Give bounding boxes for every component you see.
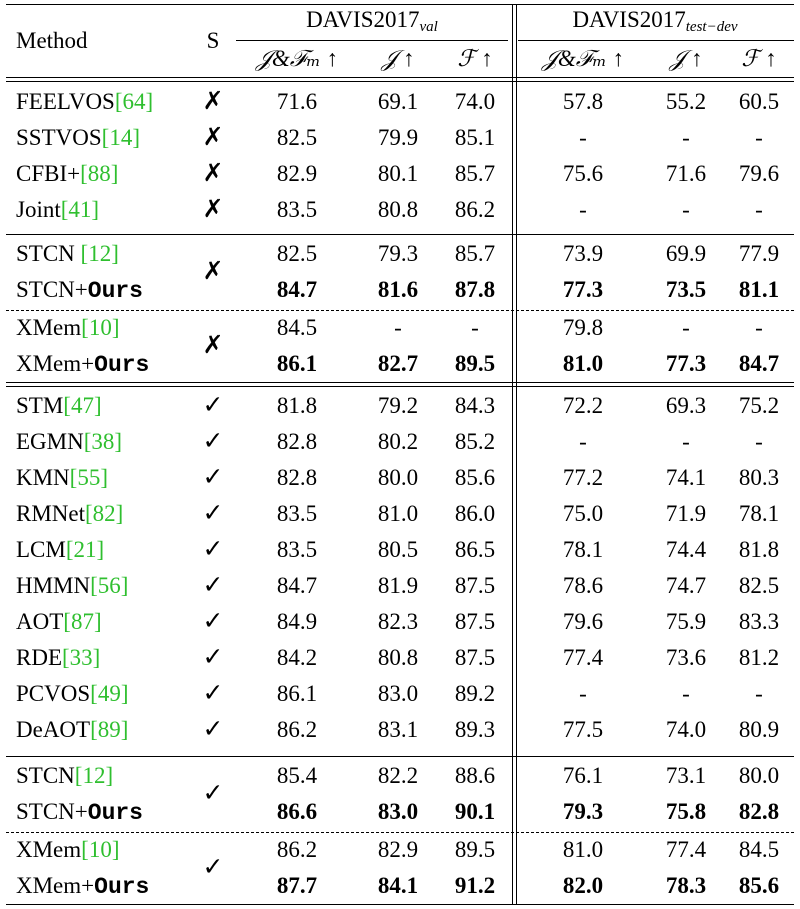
header-mid-rule-2 [518,40,794,41]
val-value-cell: 89.2 [454,681,496,706]
test-value-cell: 77.4 [562,645,604,670]
test-value-cell: 77.2 [562,465,604,490]
test-value-cell: 69.9 [665,241,707,266]
val-value-cell: 82.8 [276,429,318,454]
method-name: STCN [16,763,75,788]
test-value-cell: - [755,681,763,706]
citation-link[interactable]: [49] [90,681,129,706]
val-value-cell: 85.4 [276,763,318,788]
val-value-cell: 85.6 [454,465,496,490]
val-value-cell: 84.9 [276,609,318,634]
method-name: XMem [16,315,82,340]
val-value-cell: 87.5 [454,645,496,670]
method-name: DeAOT [16,717,91,742]
test-value-cell: - [755,197,763,222]
test-value-cell: 74.0 [665,717,707,742]
test-value-cell: 73.9 [562,241,604,266]
citation-link[interactable]: [10] [81,837,120,862]
metric-header-test-0: 𝒥&ℱₘ ↑ [541,46,625,71]
group-dash-b [6,832,794,833]
test-value-cell: 85.6 [738,873,780,898]
method-name: CFBI+ [16,161,81,186]
method-name: STM [16,393,64,418]
val-value-cell: 86.0 [454,501,496,526]
val-value-cell: 85.7 [454,161,496,186]
method-cell [16,388,206,424]
val-value-cell: 85.1 [454,125,496,150]
test-value-cell: 84.5 [738,837,780,862]
supervision-mark: ✓ [202,680,224,707]
val-value-cell: 87.8 [454,277,496,302]
val-value-cell: 81.9 [377,573,419,598]
test-value-cell: 73.5 [665,277,707,302]
header-davis-val: $DAVIS2017_{val}$ [306,7,438,35]
test-value-cell: 78.3 [665,873,707,898]
method-cell [16,676,206,712]
val-value-cell: 82.9 [377,837,419,862]
val-value-cell: 81.0 [377,501,419,526]
ours-label: Ours [87,800,143,826]
method-cell [16,832,206,868]
section-rule-1 [6,382,794,383]
supervision-mark-merged: ✓ [202,854,224,881]
double-vline-1 [512,4,513,905]
supervision-mark: ✓ [202,572,224,599]
test-value-cell: 80.3 [738,465,780,490]
group-rule-a [6,234,794,235]
supervision-mark-merged: ✓ [202,780,224,807]
citation-link[interactable]: [87] [63,609,102,634]
method-cell [16,532,206,568]
val-value-cell: 83.5 [276,197,318,222]
test-value-cell: 82.0 [562,873,604,898]
method-name: XMem [16,837,82,862]
method-cell [16,310,206,346]
method-cell [16,604,206,640]
test-value-cell: 81.0 [562,837,604,862]
val-value-cell: 84.7 [276,277,318,302]
test-value-cell: - [755,315,763,340]
val-value-cell: 80.1 [377,161,419,186]
test-value-cell: 82.5 [738,573,780,598]
test-value-cell: 60.5 [738,89,780,114]
val-value-cell: 86.6 [276,799,318,824]
header-s: S [206,28,220,53]
citation-link[interactable]: [64] [114,89,154,114]
test-value-cell: 74.4 [665,537,707,562]
supervision-mark: ✗ [202,196,224,223]
method-name: RDE [16,645,62,670]
val-value-cell: 84.2 [276,645,318,670]
val-value-cell: 83.5 [276,501,318,526]
test-value-cell: - [682,315,690,340]
val-value-cell: 69.1 [377,89,419,114]
supervision-mark: ✓ [202,644,224,671]
method-name: XMem+ [16,351,95,376]
val-value-cell: 87.7 [276,873,318,898]
test-value-cell: - [682,125,690,150]
ours-label: Ours [94,874,150,900]
method-cell [16,192,206,228]
val-value-cell: 82.9 [276,161,318,186]
test-value-cell: - [682,681,690,706]
test-value-cell: 75.2 [738,393,780,418]
val-value-cell: 79.9 [377,125,419,150]
method-cell [16,794,206,830]
test-value-cell: 75.6 [562,161,604,186]
val-value-cell: 85.2 [454,429,496,454]
test-value-cell: 69.3 [665,393,707,418]
method-name: STCN+ [16,799,88,824]
supervision-mark: ✓ [202,500,224,527]
method-name: KMN [16,465,70,490]
citation-link[interactable]: [88] [80,161,119,186]
test-value-cell: 74.7 [665,573,707,598]
val-value-cell: 89.5 [454,351,496,376]
method-cell [16,84,206,120]
test-value-cell: 55.2 [665,89,707,114]
val-value-cell: 80.2 [377,429,419,454]
test-value-cell: 73.1 [665,763,707,788]
val-value-cell: 84.3 [454,393,496,418]
test-value-cell: 83.3 [738,609,780,634]
test-value-cell: 76.1 [562,763,604,788]
test-value-cell: 80.0 [738,763,780,788]
test-value-cell: 79.8 [562,315,604,340]
test-value-cell: - [682,429,690,454]
test-value-cell: 79.3 [562,799,604,824]
method-cell [16,640,206,676]
method-name: XMem+ [16,873,95,898]
test-value-cell: 72.2 [562,393,604,418]
val-value-cell: 86.1 [276,681,318,706]
method-name: STCN [16,241,81,266]
supervision-mark: ✗ [202,160,224,187]
test-value-cell: - [579,681,587,706]
val-value-cell: 74.0 [454,89,496,114]
method-cell [16,568,206,604]
citation-link[interactable]: [82] [85,501,124,526]
test-value-cell: 77.3 [665,351,707,376]
citation-link[interactable]: [33] [62,645,101,670]
bottom-rule [6,904,794,905]
test-value-cell: - [579,125,587,150]
val-value-cell: 86.2 [276,837,318,862]
val-value-cell: 79.2 [377,393,419,418]
method-cell [16,272,206,308]
method-cell [16,758,206,794]
method-cell [16,424,206,460]
supervision-mark: ✗ [202,88,224,115]
method-cell [16,712,206,748]
test-value-cell: 78.1 [738,501,780,526]
metric-header-val-2: ℱ ↑ [457,46,493,71]
test-value-cell: 81.0 [562,351,604,376]
val-value-cell: 86.5 [454,537,496,562]
test-value-cell: - [755,429,763,454]
test-value-cell: 73.6 [665,645,707,670]
citation-link[interactable]: [38] [83,429,123,454]
method-cell [16,156,206,192]
supervision-mark: ✓ [202,716,224,743]
header-davis-testdev: $DAVIS2017_{test-dev}$ [572,7,738,35]
supervision-mark: ✓ [202,608,224,635]
val-value-cell: 82.3 [377,609,419,634]
val-value-cell: 88.6 [454,763,496,788]
citation-link[interactable]: [12] [80,241,119,266]
test-value-cell: - [682,197,690,222]
double-vline-2 [516,4,517,905]
method-cell [16,868,206,904]
val-value-cell: 82.5 [276,125,318,150]
metric-header-val-1: 𝒥 ↑ [381,46,415,71]
citation-link[interactable]: [12] [74,763,114,788]
header-mid-rule [236,40,508,41]
citation-link[interactable]: [21] [65,537,105,562]
val-value-cell: 84.5 [276,315,318,340]
val-value-cell: 82.7 [377,351,419,376]
method-cell [16,346,206,382]
citation-link[interactable]: [41] [60,197,100,222]
citation-link[interactable]: [55] [69,465,108,490]
test-value-cell: 81.1 [738,277,780,302]
method-name: EGMN [16,429,84,454]
method-name: AOT [16,609,64,634]
test-value-cell: 84.7 [738,351,780,376]
header-method: Method [16,28,88,53]
test-value-cell: 81.8 [738,537,780,562]
val-value-cell: 83.5 [276,537,318,562]
test-value-cell: 75.0 [562,501,604,526]
supervision-mark: ✓ [202,464,224,491]
test-value-cell: 77.5 [562,717,604,742]
val-value-cell: 87.5 [454,609,496,634]
supervision-mark-merged: ✗ [202,332,224,359]
citation-link[interactable]: [10] [81,315,120,340]
test-value-cell: 77.3 [562,277,604,302]
val-value-cell: 83.1 [377,717,419,742]
test-value-cell: 82.8 [738,799,780,824]
supervision-mark: ✓ [202,536,224,563]
val-value-cell: 83.0 [377,799,419,824]
test-value-cell: 74.1 [665,465,707,490]
val-value-cell: 80.8 [377,645,419,670]
method-cell [16,120,206,156]
val-value-cell: 86.2 [454,197,496,222]
test-value-cell: - [579,197,587,222]
test-value-cell: 71.6 [665,161,707,186]
val-value-cell: 71.6 [276,89,318,114]
method-name: STCN+ [16,277,88,302]
metric-header-test-2: ℱ ↑ [741,46,777,71]
test-value-cell: - [579,429,587,454]
val-value-cell: 86.2 [276,717,318,742]
test-value-cell: 57.8 [562,89,604,114]
val-value-cell: 82.2 [377,763,419,788]
val-value-cell: - [394,315,402,340]
val-value-cell: 79.3 [377,241,419,266]
citation-link[interactable]: [14] [101,125,140,150]
val-value-cell: 90.1 [454,799,496,824]
citation-link[interactable]: [89] [90,717,129,742]
val-value-cell: 86.1 [276,351,318,376]
test-value-cell: 81.2 [738,645,780,670]
test-value-cell: 80.9 [738,717,780,742]
test-value-cell: 78.6 [562,573,604,598]
test-value-cell: 71.9 [665,501,707,526]
citation-link[interactable]: [56] [90,573,129,598]
val-value-cell: 80.0 [377,465,419,490]
val-value-cell: 84.1 [377,873,419,898]
top-rule [6,4,794,5]
method-name: SSTVOS [16,125,102,150]
val-value-cell: 84.7 [276,573,318,598]
group-rule-b [6,756,794,757]
test-value-cell: 77.9 [738,241,780,266]
metric-header-test-1: 𝒥 ↑ [669,46,703,71]
header-rule-2 [6,81,794,82]
val-value-cell: 82.5 [276,241,318,266]
supervision-mark: ✓ [202,392,224,419]
test-value-cell: 79.6 [562,609,604,634]
val-value-cell: 89.5 [454,837,496,862]
val-value-cell: 82.8 [276,465,318,490]
supervision-mark: ✗ [202,124,224,151]
val-value-cell: 87.5 [454,573,496,598]
val-value-cell: 91.2 [454,873,496,898]
method-name: HMMN [16,573,91,598]
metric-header-val-0: 𝒥&ℱₘ ↑ [255,46,339,71]
citation-link[interactable]: [47] [63,393,102,418]
test-value-cell: 75.9 [665,609,707,634]
method-name: RMNet [16,501,85,526]
group-dash-a [6,310,794,311]
val-value-cell: 80.8 [377,197,419,222]
test-value-cell: - [755,125,763,150]
test-value-cell: 75.8 [665,799,707,824]
method-cell [16,496,206,532]
method-name: LCM [16,537,66,562]
test-value-cell: 79.6 [738,161,780,186]
test-value-cell: 77.4 [665,837,707,862]
val-value-cell: 85.7 [454,241,496,266]
supervision-mark-merged: ✗ [202,258,224,285]
val-value-cell: 83.0 [377,681,419,706]
test-value-cell: 78.1 [562,537,604,562]
ours-label: Ours [94,352,150,378]
ours-label: Ours [87,278,143,304]
val-value-cell: 80.5 [377,537,419,562]
method-name: PCVOS [16,681,91,706]
header-rule-1 [6,77,794,78]
method-cell [16,236,206,272]
method-name: FEELVOS [16,89,115,114]
method-name: Joint [16,197,61,222]
supervision-mark: ✓ [202,428,224,455]
val-value-cell: 89.3 [454,717,496,742]
section-rule-2 [6,386,794,387]
val-value-cell: 81.8 [276,393,318,418]
method-cell [16,460,206,496]
val-value-cell: 81.6 [377,277,419,302]
val-value-cell: - [471,315,479,340]
